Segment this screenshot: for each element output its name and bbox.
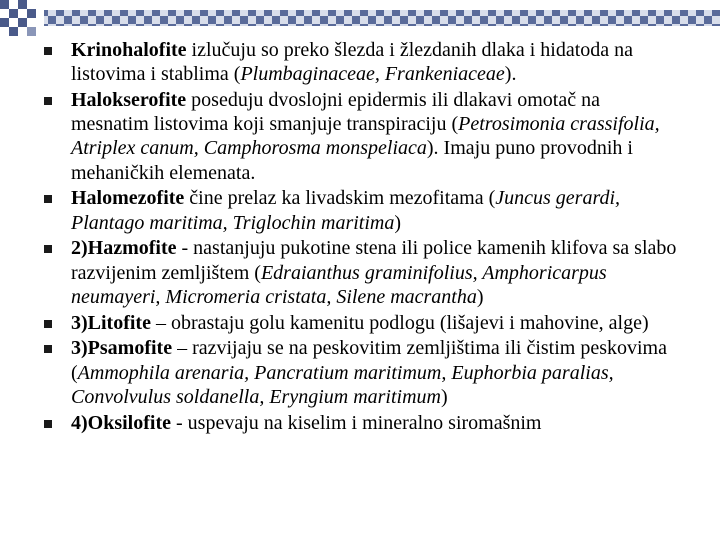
term-label: 3)Psamofite — [71, 337, 173, 360]
species-names: Edraianthus graminifolius, Amphoricarpus neumayeri, Micromeria cristata, Silene macrantha — [71, 261, 607, 308]
description-text: ). Imaju puno provodnih i mehaničkih elemenata. — [71, 137, 633, 184]
square-bullet-icon — [44, 245, 52, 253]
square-bullet-icon — [44, 97, 52, 105]
list-item — [40, 38, 680, 86]
header-decoration — [0, 0, 720, 40]
bullet-list — [40, 38, 680, 435]
square-bullet-icon — [44, 195, 52, 203]
term-label: Halomezofite — [71, 187, 185, 210]
list-item — [40, 336, 680, 409]
square-bullet-icon — [44, 420, 52, 428]
list-item — [40, 88, 680, 185]
species-names: Juncus gerardi, Plantago maritima, Triglochin maritima — [71, 187, 621, 234]
description-text: ) — [440, 385, 448, 408]
list-item — [40, 236, 680, 309]
species-names: Ammophila arenaria, Pancratium maritimum, Euphorbia paralias, Convolvulus soldanella, Eryngium maritimum — [71, 361, 614, 408]
term-label: 2)Hazmofite — [71, 237, 177, 260]
list-item — [40, 411, 680, 435]
square-bullet-icon — [44, 47, 52, 55]
description-text: - uspevaju na kiselim i mineralno siromašnim — [171, 411, 542, 434]
description-text: izlučuju so preko šlezda i žlezdanih dlaka i hidatoda na listovima i stablima ( — [71, 39, 634, 86]
checkered-band — [44, 10, 720, 26]
description-text: - nastanjuju pukotine stena ili police kamenih klifova sa slabo razvijenim zemljištem ( — [71, 237, 677, 284]
term-label: 4)Oksilofite — [71, 411, 171, 434]
description-text: – obrastaju golu kamenitu podlogu (lišajevi i mahovine, alge) — [150, 311, 649, 334]
decorative-squares — [0, 0, 36, 36]
square-bullet-icon — [44, 345, 52, 353]
description-text: ) — [476, 285, 484, 308]
species-names: Petrosimonia crassifolia, Atriplex canum, Camphorosma monspeliaca — [71, 113, 660, 160]
list-item — [40, 311, 680, 335]
description-text: ) — [394, 211, 402, 234]
species-names: Plumbaginaceae, Frankeniaceae — [240, 63, 505, 86]
slide-body — [40, 38, 680, 436]
description-text: čine prelaz ka livadskim mezofitama ( — [184, 187, 496, 210]
description-text: – razvijaju se na peskovitim zemljištima ili čistim peskovima ( — [71, 337, 667, 384]
term-label: Halokserofite — [71, 89, 187, 111]
term-label: 3)Litofite — [71, 311, 151, 334]
square-bullet-icon — [44, 320, 52, 328]
description-text: ). — [504, 63, 517, 86]
list-item — [40, 186, 680, 234]
term-label: Krinohalofite — [71, 39, 187, 61]
description-text: poseduju dvoslojni epidermis ili dlakavi omotač na mesnatim listovima koji smanjuje transpiraciju ( — [71, 89, 600, 136]
